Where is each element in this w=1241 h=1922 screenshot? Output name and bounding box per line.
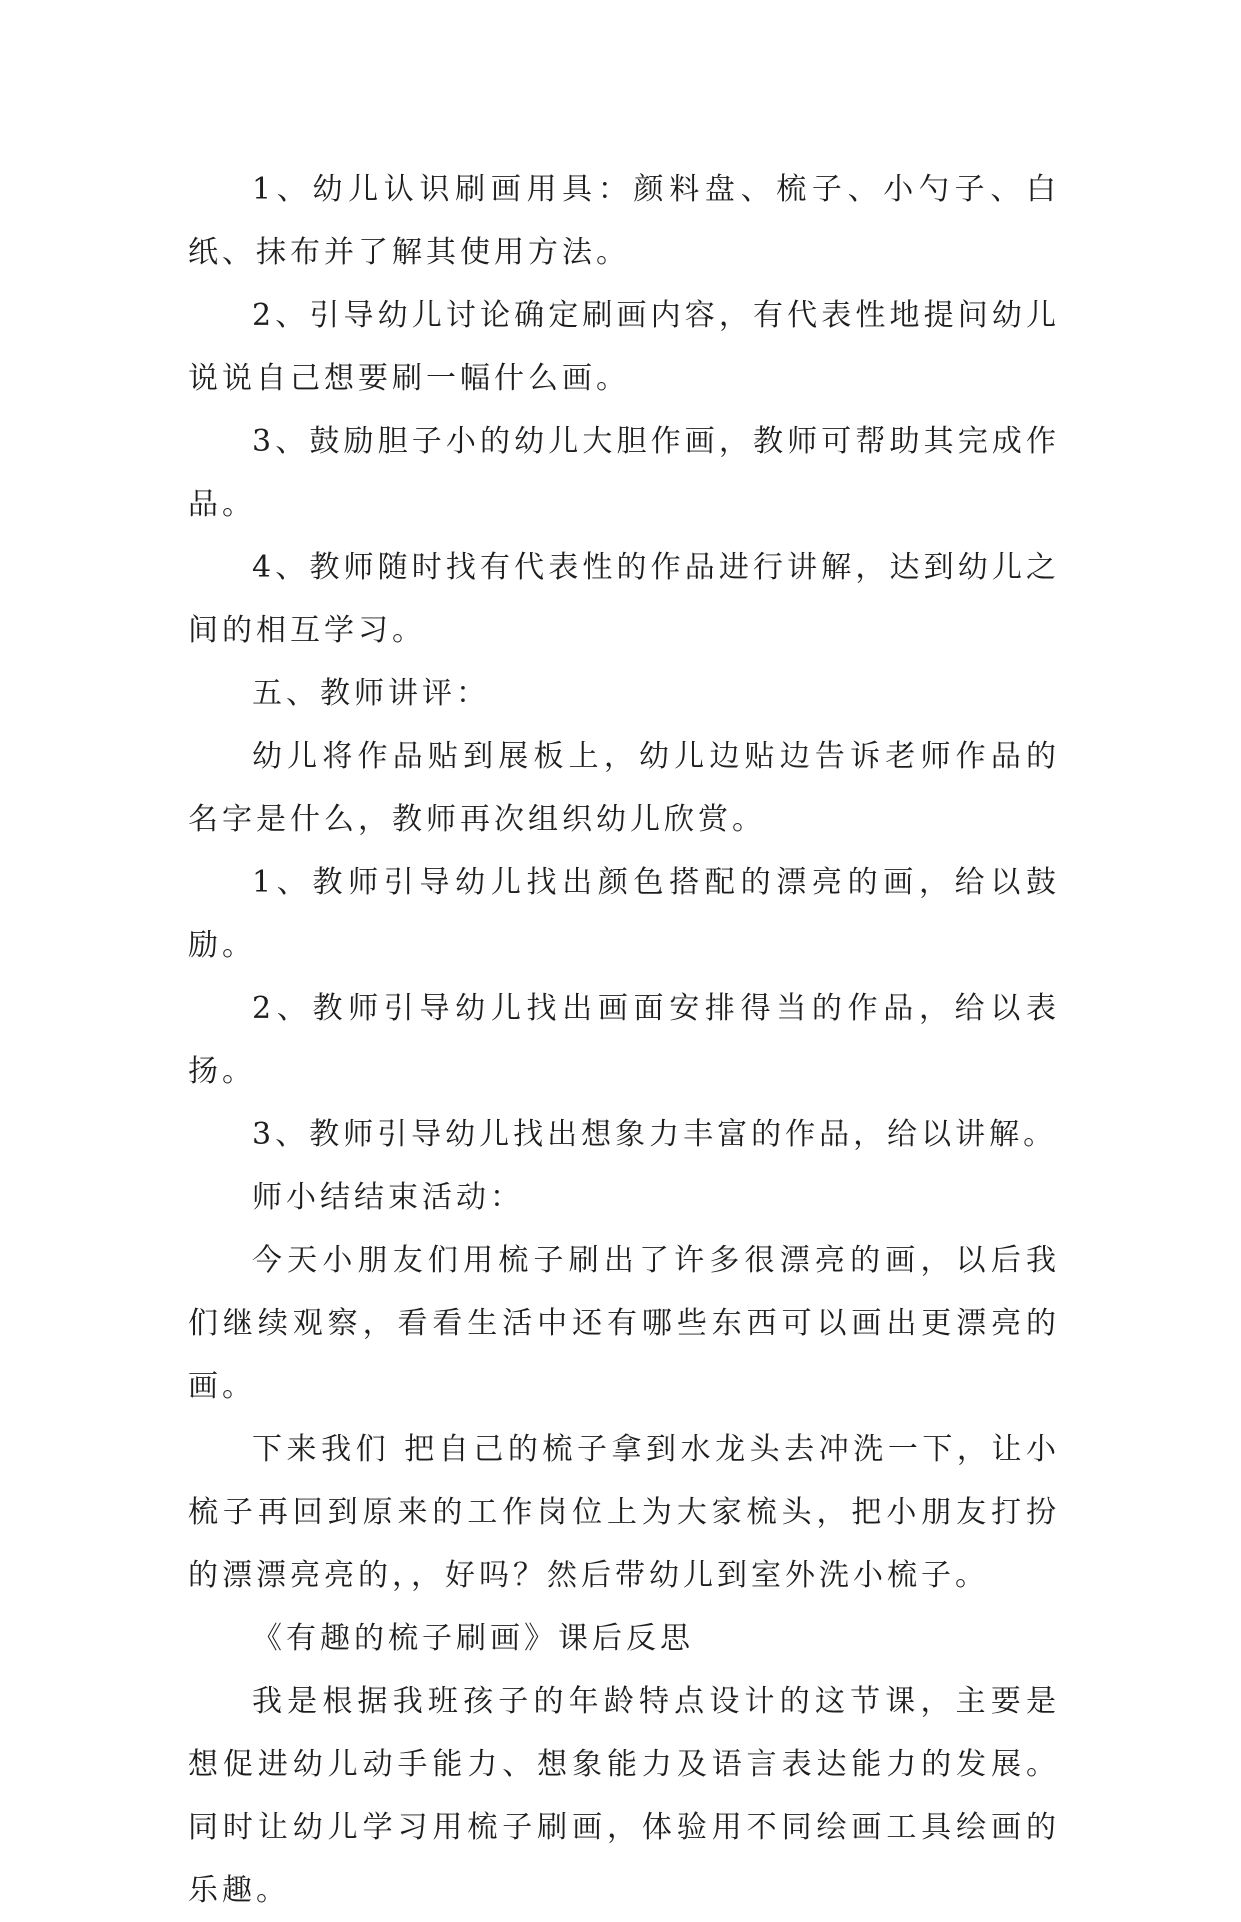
paragraph-14: 我是根据我班孩子的年龄特点设计的这节课，主要是想促进幼儿动手能力、想象能力及语言表达能力的发展。同时让幼儿学习用梳子刷画，体验用不同绘画工具绘画的乐趣。: [188, 1684, 1060, 1908]
paragraph-7: 1、教师引导幼儿找出颜色搭配的漂亮的画，给以鼓励。: [188, 865, 1060, 963]
paragraph-11: 今天小朋友们用梳子刷出了许多很漂亮的画，以后我们继续观察，看看生活中还有哪些东西可以画出更漂亮的画。: [188, 1243, 1060, 1404]
section-heading-summary: 师小结结束活动：: [252, 1180, 524, 1215]
paragraph-12: 下来我们 把自己的梳子拿到水龙头去冲洗一下，让小梳子再回到原来的工作岗位上为大家梳头，把小朋友打扮的漂漂亮亮的，，好吗？然后带幼儿到室外洗小梳子。: [188, 1432, 1060, 1593]
paragraph-3: 3、鼓励胆子小的幼儿大胆作画，教师可帮助其完成作品。: [188, 424, 1060, 522]
section-heading-teacher-review: 五、教师讲评：: [252, 676, 490, 711]
paragraph-9: 3、教师引导幼儿找出想象力丰富的作品，给以讲解。: [252, 1117, 1058, 1152]
paragraph-1: 1、幼儿认识刷画用具：颜料盘、梳子、小勺子、白纸、抹布并了解其使用方法。: [188, 172, 1060, 270]
section-heading-reflection: 《有趣的梳子刷画》课后反思: [252, 1621, 694, 1656]
document-body: [188, 158, 1060, 1922]
paragraph-8: 2、教师引导幼儿找出画面安排得当的作品，给以表扬。: [188, 991, 1060, 1089]
paragraph-4: 4、教师随时找有代表性的作品进行讲解，达到幼儿之间的相互学习。: [188, 550, 1060, 648]
paragraph-6: 幼儿将作品贴到展板上，幼儿边贴边告诉老师作品的名字是什么，教师再次组织幼儿欣赏。: [188, 739, 1060, 837]
paragraph-2: 2、引导幼儿讨论确定刷画内容，有代表性地提问幼儿说说自己想要刷一幅什么画。: [188, 298, 1060, 396]
